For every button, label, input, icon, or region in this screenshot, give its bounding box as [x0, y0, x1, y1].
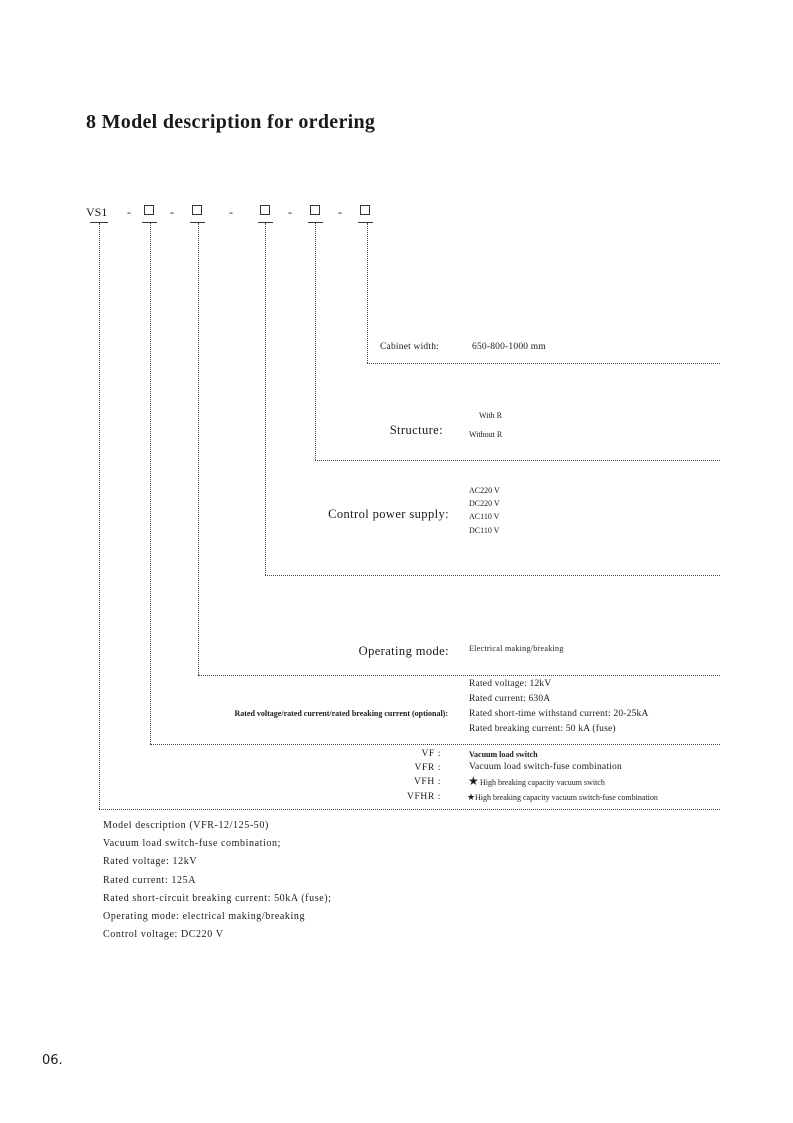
control-power-option: DC110 V — [469, 526, 500, 535]
structure-option: Without R — [469, 430, 503, 439]
model-code-slot-type — [144, 205, 154, 215]
model-code-separator: - — [127, 205, 131, 219]
type-code: VFR : — [414, 763, 441, 773]
page-title: 8 Model description for ordering — [86, 111, 376, 133]
note-line: Control voltage: DC220 V — [103, 929, 224, 940]
leader-line-structure-h — [315, 460, 720, 461]
model-code-slot-power — [310, 205, 320, 215]
model-code-separator: - — [229, 205, 233, 219]
leader-line-power-h — [265, 575, 720, 576]
rated-option: Rated voltage: 12kV — [469, 679, 552, 689]
leader-line-cabinet — [367, 223, 368, 363]
type-desc: High breaking capacity vacuum switch — [480, 778, 605, 787]
leader-line-structure — [315, 223, 316, 460]
rated-option: Rated current: 630A — [469, 694, 551, 704]
control-power-option: DC220 V — [469, 499, 500, 508]
type-code: VFH : — [413, 777, 441, 787]
type-desc: High breaking capacity vacuum switch-fuse combination — [475, 793, 658, 802]
leader-line-power — [265, 223, 266, 575]
star-icon: ★ — [467, 792, 476, 802]
page-number: 06. — [42, 1053, 63, 1068]
structure-label: Structure: — [389, 423, 443, 437]
note-line: Vacuum load switch-fuse combination; — [103, 838, 281, 849]
leader-line-type-h — [99, 809, 720, 810]
note-line: Rated voltage: 12kV — [103, 856, 198, 867]
structure-option: With R — [479, 411, 503, 420]
control-power-label: Control power supply: — [328, 507, 449, 521]
type-code: VF : — [421, 749, 441, 759]
cabinet-width-value: 650-800-1000 mm — [472, 342, 546, 352]
note-line: Operating mode: electrical making/breaking — [103, 911, 306, 922]
model-code-slot-rated — [192, 205, 202, 215]
control-power-option: AC110 V — [469, 512, 500, 521]
model-code-separator: - — [170, 205, 174, 219]
note-line: Rated current: 125A — [103, 875, 197, 886]
rated-option: Rated short-time withstand current: 20-25kA — [469, 709, 649, 719]
leader-line-rated-h — [150, 744, 720, 745]
type-desc: Vacuum load switch — [469, 750, 538, 759]
underline — [358, 222, 373, 223]
operating-mode-label: Operating mode: — [358, 644, 449, 658]
leader-line-rated — [150, 223, 151, 744]
model-code-slot-cabinet — [360, 205, 370, 215]
rated-label: Rated voltage/rated current/rated breaking current (optional): — [234, 709, 448, 718]
model-code-separator: - — [288, 205, 292, 219]
cabinet-width-label: Cabinet width: — [380, 342, 440, 352]
note-line: Rated short-circuit breaking current: 50kA (fuse); — [103, 893, 332, 904]
control-power-option: AC220 V — [469, 486, 500, 495]
leader-line-cabinet-h — [367, 363, 720, 364]
operating-mode-value: Electrical making/breaking — [469, 644, 564, 653]
leader-line-operating — [198, 223, 199, 675]
leader-line-type — [99, 223, 100, 809]
leader-line-operating-h — [198, 675, 720, 676]
model-code-prefix: VS1 — [86, 205, 108, 219]
model-code-slot-operating — [260, 205, 270, 215]
model-code-separator: - — [338, 205, 342, 219]
rated-option: Rated breaking current: 50 kA (fuse) — [469, 724, 616, 734]
note-line: Model description (VFR-12/125-50) — [103, 820, 269, 831]
star-icon: ★ — [468, 774, 479, 788]
type-code: VFHR : — [407, 792, 441, 802]
type-desc: Vacuum load switch-fuse combination — [469, 762, 622, 772]
